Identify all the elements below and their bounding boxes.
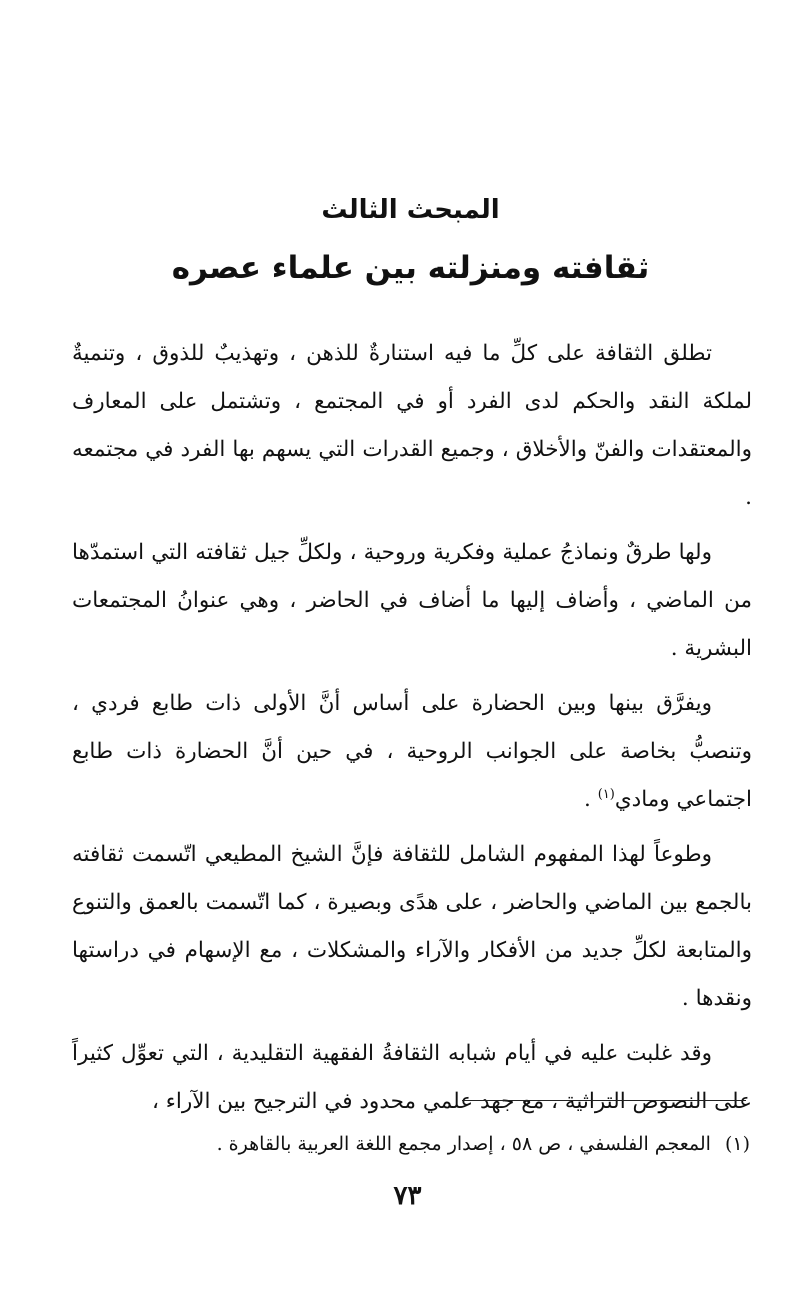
paragraph-2: ولها طرقٌ ونماذجُ عملية وفكرية وروحية ، ولكلِّ جيل ثقافته التي استمدّها من الماضي ، وأضاف إليها ما أضاف في الحاضر ، وهي عنوانُ المجتمعات البشرية . — [72, 540, 752, 661]
paragraph-3-end: . — [584, 787, 598, 812]
paragraph-3-text: ويفرَّق بينها وبين الحضارة على أساس أنَّ الأولى ذات طابع فردي ، وتنصبُّ بخاصة على الجوانب الروحية ، في حين أنَّ الحضارة ذات طابع اجتماعي ومادي — [72, 691, 752, 812]
footnote-divider — [462, 1100, 746, 1101]
paragraph-3 — [72, 680, 752, 824]
paragraph-5: وقد غلبت عليه في أيام شبابه الثقافةُ الفقهية التقليدية ، التي تعوِّل كثيراً على النصوص التراثية ، مع جهد علمي محدود في الترجيح بين الآراء ، — [72, 1041, 752, 1114]
section-title: ثقافته ومنزلته بين علماء عصره — [171, 250, 650, 286]
section-label: المبحث الثالث — [321, 195, 500, 225]
paragraph-1: تطلق الثقافة على كلِّ ما فيه استنارةٌ للذهن ، وتهذيبٌ للذوق ، وتنميةٌ لملكة النقد والحكم لدى الفرد أو في المجتمع ، وتشتمل على المعارف والمعتقدات والفنّ والأخلاق ، وجميع القدرات التي يسهم بها الفرد في مجتمعه . — [72, 341, 752, 510]
page-number: ٧٣ — [393, 1181, 422, 1211]
footnote-number: (١) — [724, 1133, 750, 1155]
paragraph-4: وطوعاً لهذا المفهوم الشامل للثقافة فإنَّ الشيخ المطيعي اتّسمت ثقافته بالجمع بين الماضي والحاضر ، على هدًى وبصيرة ، كما اتّسمت بالعمق والتنوع والمتابعة لكلِّ جديد من الأفكار والآراء والمشكلات ، مع الإسهام في دراستها ونقدها . — [72, 842, 752, 1011]
footnote-text: المعجم الفلسفي ، ص ٥٨ ، إصدار مجمع اللغة العربية بالقاهرة . — [216, 1133, 711, 1155]
footnote-reference: (١) — [597, 786, 615, 802]
footnote — [60, 1133, 750, 1155]
body-text — [72, 330, 752, 1133]
